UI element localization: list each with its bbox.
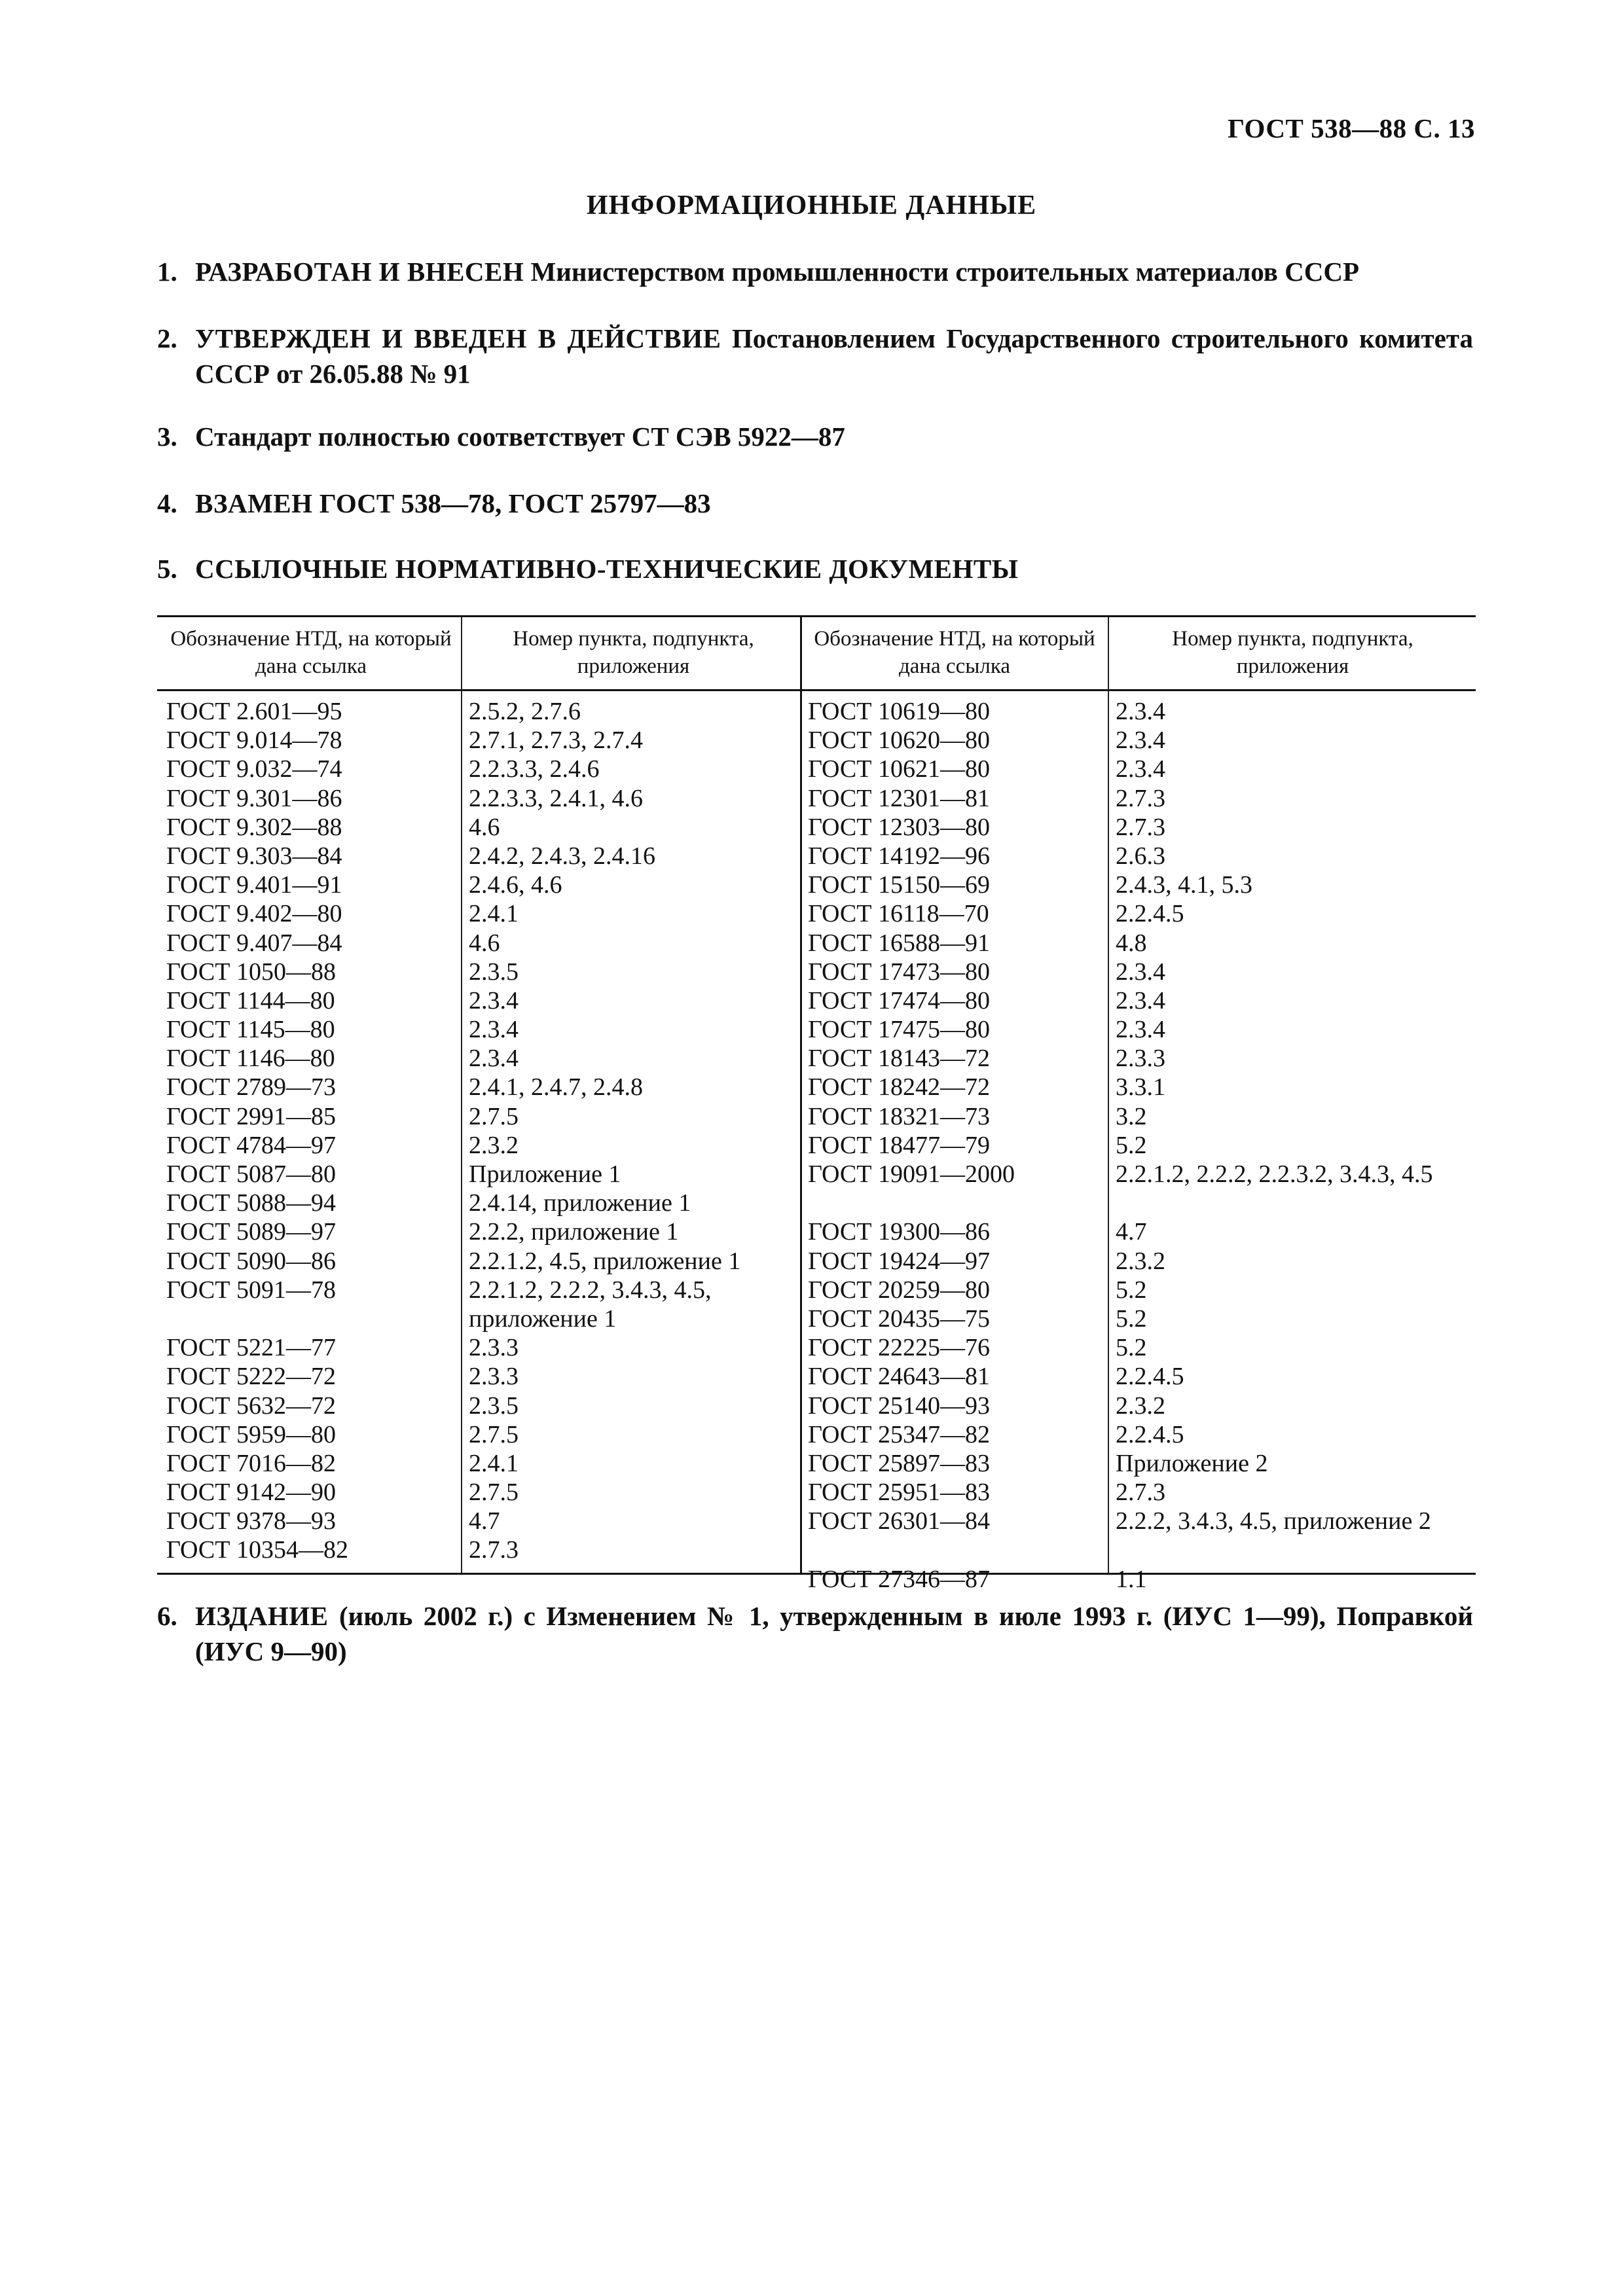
table-cell-doc: ГОСТ 9.032—74 (166, 755, 342, 783)
table-cell-doc: ГОСТ 25951—83 (808, 1479, 990, 1507)
table-cell-doc: ГОСТ 25347—82 (808, 1420, 990, 1448)
item-lead: ИЗДАНИЕ (195, 1601, 329, 1631)
item-number: 6. (157, 1601, 177, 1631)
table-cell-point: 2.4.1 (469, 1449, 519, 1477)
table-cell-doc: ГОСТ 17473—80 (808, 958, 990, 986)
table-cell-point: 2.2.3.3, 2.4.6 (469, 755, 600, 783)
info-item-5 (157, 551, 1473, 586)
table-cell-point: 2.7.3 (1116, 813, 1165, 841)
table-cell-point: 2.3.3 (469, 1363, 519, 1391)
table-cell-doc: ГОСТ 5087—80 (166, 1160, 336, 1188)
table-cell-doc: ГОСТ 5088—94 (166, 1189, 336, 1217)
info-item-4 (157, 486, 1473, 521)
item-number: 2. (157, 323, 177, 353)
table-cell-doc: ГОСТ 20435—75 (808, 1304, 990, 1333)
table-cell-doc: ГОСТ 15150—69 (808, 871, 990, 899)
table-cell-point: 2.3.4 (469, 986, 519, 1014)
right-doc-column (808, 697, 1103, 1594)
item-text: Министерством промышленности строительных материалов СССР (524, 257, 1360, 287)
header-point-left: Номер пункта, подпункта, приложения (513, 627, 754, 678)
item-text: (июль 2002 г.) с Изменением № 1, утвержденным в июле 1993 г. (ИУС 1—99), Поправкой (ИУС 9—90) (195, 1601, 1473, 1666)
info-item-1 (157, 254, 1473, 289)
info-item-6 (157, 1598, 1473, 1669)
column-divider (461, 617, 462, 1573)
table-cell-point: 4.7 (469, 1507, 500, 1535)
table-cell-doc: ГОСТ 5221—77 (166, 1334, 336, 1362)
left-point-column (469, 697, 796, 1565)
table-cell-doc: ГОСТ 18321—73 (808, 1102, 990, 1130)
table-cell-point: 2.3.4 (1116, 958, 1165, 986)
table-cell-point: 2.4.3, 4.1, 5.3 (1116, 871, 1252, 899)
table-cell-point: 2.7.5 (469, 1102, 519, 1130)
header-doc-right: Обозначение НТД, на который дана ссылка (814, 627, 1095, 678)
header-point-right: Номер пункта, подпункта, приложения (1172, 627, 1413, 678)
item-lead: ССЫЛОЧНЫЕ НОРМАТИВНО-ТЕХНИЧЕСКИЕ ДОКУМЕНТЫ (195, 554, 1019, 584)
table-cell-doc: ГОСТ 5090—86 (166, 1247, 336, 1275)
table-cell-doc: ГОСТ 24643—81 (808, 1363, 990, 1391)
table-cell-point: 5.2 (1116, 1334, 1147, 1362)
table-cell-doc: ГОСТ 7016—82 (166, 1449, 336, 1477)
table-cell-doc: ГОСТ 27346—87 (808, 1565, 990, 1593)
column-divider-center (800, 617, 802, 1573)
table-cell-doc: ГОСТ 10621—80 (808, 755, 990, 783)
table-cell-doc: ГОСТ 5089—97 (166, 1218, 336, 1246)
table-cell-point: 2.3.4 (1116, 698, 1165, 725)
table-cell-point: 2.7.3 (1116, 1479, 1165, 1507)
table-cell-point: 2.3.5 (469, 1391, 519, 1420)
table-cell-doc: ГОСТ 9.302—88 (166, 813, 342, 841)
table-cell-doc: ГОСТ 10354—82 (166, 1536, 348, 1564)
table-cell-doc: ГОСТ 9.014—78 (166, 726, 342, 755)
item-number: 5. (157, 554, 177, 584)
table-cell-point: 2.3.4 (469, 1045, 519, 1073)
table-cell-point: 5.2 (1116, 1304, 1147, 1333)
table-cell-doc: ГОСТ 19300—86 (808, 1218, 990, 1246)
table-cell-point: 2.4.6, 4.6 (469, 871, 562, 899)
table-cell-point: 2.7.3 (1116, 784, 1165, 812)
table-cell-point: 2.2.3.3, 2.4.1, 4.6 (469, 784, 643, 812)
table-cell-point: 2.3.4 (1116, 755, 1165, 783)
info-item-3 (157, 419, 1473, 454)
item-text: ГОСТ 538—78, ГОСТ 25797—83 (312, 488, 711, 518)
table-cell-doc: ГОСТ 5632—72 (166, 1391, 336, 1420)
table-cell-doc: ГОСТ 18143—72 (808, 1045, 990, 1073)
table-cell-point: 2.7.5 (469, 1479, 519, 1507)
table-cell-doc: ГОСТ 25140—93 (808, 1391, 990, 1420)
page-header-code: ГОСТ 538—88 С. 13 (1227, 113, 1475, 143)
header-doc-left: Обозначение НТД, на который дана ссылка (170, 627, 452, 678)
table-cell-point: 5.2 (1116, 1276, 1147, 1304)
table-cell-doc: ГОСТ 9.301—86 (166, 784, 342, 812)
table-cell-point: 3.3.1 (1116, 1073, 1165, 1102)
table-cell-point: 2.3.4 (469, 1016, 519, 1044)
table-cell-doc: ГОСТ 16118—70 (808, 900, 989, 928)
table-cell-point: 2.4.1, 2.4.7, 2.4.8 (469, 1073, 643, 1102)
table-cell-doc: ГОСТ 18242—72 (808, 1073, 990, 1102)
table-cell-point: Приложение 2 (1116, 1449, 1268, 1477)
table-cell-point: 2.3.2 (469, 1131, 519, 1159)
table-cell-point: 2.2.4.5 (1116, 1420, 1184, 1448)
column-divider (1108, 617, 1109, 1573)
table-cell-point: 2.2.1.2, 4.5, приложение 1 (469, 1247, 741, 1275)
table-cell-doc: ГОСТ 10620—80 (808, 726, 990, 755)
item-text: Стандарт полностью соответствует СТ СЭВ 5922—87 (195, 422, 845, 452)
table-cell-doc: ГОСТ 19091—2000 (808, 1160, 1015, 1188)
table-cell-doc: ГОСТ 9.303—84 (166, 842, 342, 870)
item-number: 3. (157, 422, 177, 452)
table-cell-doc: ГОСТ 2991—85 (166, 1102, 336, 1130)
info-item-2 (157, 321, 1473, 391)
table-cell-point: 2.2.2, 3.4.3, 4.5, приложение 2 (1116, 1507, 1431, 1535)
table-cell-point: 3.2 (1116, 1102, 1147, 1130)
table-cell-doc: ГОСТ 9378—93 (166, 1507, 336, 1535)
table-cell-point: 2.2.2, приложение 1 (469, 1218, 679, 1246)
table-cell-doc: ГОСТ 17474—80 (808, 986, 990, 1014)
table-cell-point: 2.3.4 (1116, 1016, 1165, 1044)
table-cell-point: 4.7 (1116, 1218, 1147, 1246)
table-cell-point: 2.2.1.2, 2.2.2, 3.4.3, 4.5, приложение 1 (469, 1276, 712, 1333)
table-cell-point: 4.8 (1116, 929, 1147, 957)
table-cell-doc: ГОСТ 12301—81 (808, 784, 990, 812)
table-cell-point: 2.3.3 (1116, 1045, 1165, 1073)
table-cell-point: 2.3.2 (1116, 1247, 1165, 1275)
table-cell-point: 2.3.2 (1116, 1391, 1165, 1420)
table-cell-point: 1.1 (1116, 1565, 1147, 1593)
table-cell-doc: ГОСТ 2789—73 (166, 1073, 336, 1102)
table-cell-point: 2.3.4 (1116, 726, 1165, 755)
table-header (157, 617, 1476, 691)
item-text: Постановлением Государственного строительного комитета СССР от 26.05.88 № 91 (195, 323, 1473, 389)
table-cell-point: Приложение 1 (469, 1160, 621, 1188)
table-cell-doc: ГОСТ 9.401—91 (166, 871, 342, 899)
table-cell-doc: ГОСТ 22225—76 (808, 1334, 990, 1362)
item-number: 1. (157, 257, 177, 287)
table-cell-point: 4.6 (469, 813, 500, 841)
table-cell-doc: ГОСТ 5091—78 (166, 1276, 336, 1304)
table-cell-doc: ГОСТ 12303—80 (808, 813, 990, 841)
item-lead: РАЗРАБОТАН И ВНЕСЕН (195, 257, 524, 287)
table-cell-point: 2.5.2, 2.7.6 (469, 698, 581, 725)
table-cell-doc: ГОСТ 9.402—80 (166, 900, 342, 928)
table-cell-doc: ГОСТ 16588—91 (808, 929, 990, 957)
document-title: ИНФОРМАЦИОННЫЕ ДАННЫЕ (586, 190, 1037, 221)
table-cell-point: 2.7.1, 2.7.3, 2.7.4 (469, 726, 643, 755)
table-cell-point: 4.6 (469, 929, 500, 957)
reference-table (157, 615, 1476, 1593)
table-cell-point: 2.3.5 (469, 958, 519, 986)
table-cell-point: 2.3.4 (1116, 986, 1165, 1014)
table-cell-doc: ГОСТ 19424—97 (808, 1247, 990, 1275)
item-lead: УТВЕРЖДЕН И ВВЕДЕН В ДЕЙСТВИЕ (195, 323, 721, 353)
item-lead: ВЗАМЕН (195, 488, 313, 518)
table-cell-point: 2.2.4.5 (1116, 900, 1184, 928)
table-cell-doc: ГОСТ 17475—80 (808, 1016, 990, 1044)
table-cell-point: 2.4.14, приложение 1 (469, 1189, 691, 1217)
table-cell-doc: ГОСТ 20259—80 (808, 1276, 990, 1304)
table-cell-doc: ГОСТ 1050—88 (166, 958, 336, 986)
table-cell-point: 2.7.5 (469, 1420, 519, 1448)
table-cell-point: 2.4.2, 2.4.3, 2.4.16 (469, 842, 655, 870)
table-cell-point: 2.6.3 (1116, 842, 1165, 870)
table-cell-point: 2.3.3 (469, 1334, 519, 1362)
table-cell-doc: ГОСТ 25897—83 (808, 1449, 990, 1477)
table-cell-doc: ГОСТ 9.407—84 (166, 929, 342, 957)
table-cell-doc: ГОСТ 1145—80 (166, 1016, 335, 1044)
table-cell-doc: ГОСТ 5959—80 (166, 1420, 336, 1448)
table-cell-point: 2.2.1.2, 2.2.2, 2.2.3.2, 3.4.3, 4.5 (1116, 1160, 1433, 1188)
table-cell-doc: ГОСТ 9142—90 (166, 1479, 336, 1507)
table-cell-doc: ГОСТ 14192—96 (808, 842, 990, 870)
item-number: 4. (157, 488, 177, 518)
table-cell-doc: ГОСТ 1146—80 (166, 1045, 335, 1073)
table-cell-doc: ГОСТ 18477—79 (808, 1131, 990, 1159)
table-cell-doc: ГОСТ 5222—72 (166, 1363, 336, 1391)
table-cell-doc: ГОСТ 1144—80 (166, 986, 335, 1014)
table-cell-doc: ГОСТ 26301—84 (808, 1507, 990, 1535)
left-doc-column (166, 697, 458, 1565)
table-cell-doc: ГОСТ 2.601—95 (166, 698, 342, 725)
table-cell-point: 2.4.1 (469, 900, 519, 928)
right-point-column (1116, 697, 1472, 1594)
table-cell-point: 2.7.3 (469, 1536, 519, 1564)
table-cell-point: 5.2 (1116, 1131, 1147, 1159)
table-cell-doc: ГОСТ 10619—80 (808, 698, 990, 725)
table-cell-doc: ГОСТ 4784—97 (166, 1131, 336, 1159)
table-cell-point: 2.2.4.5 (1116, 1363, 1184, 1391)
